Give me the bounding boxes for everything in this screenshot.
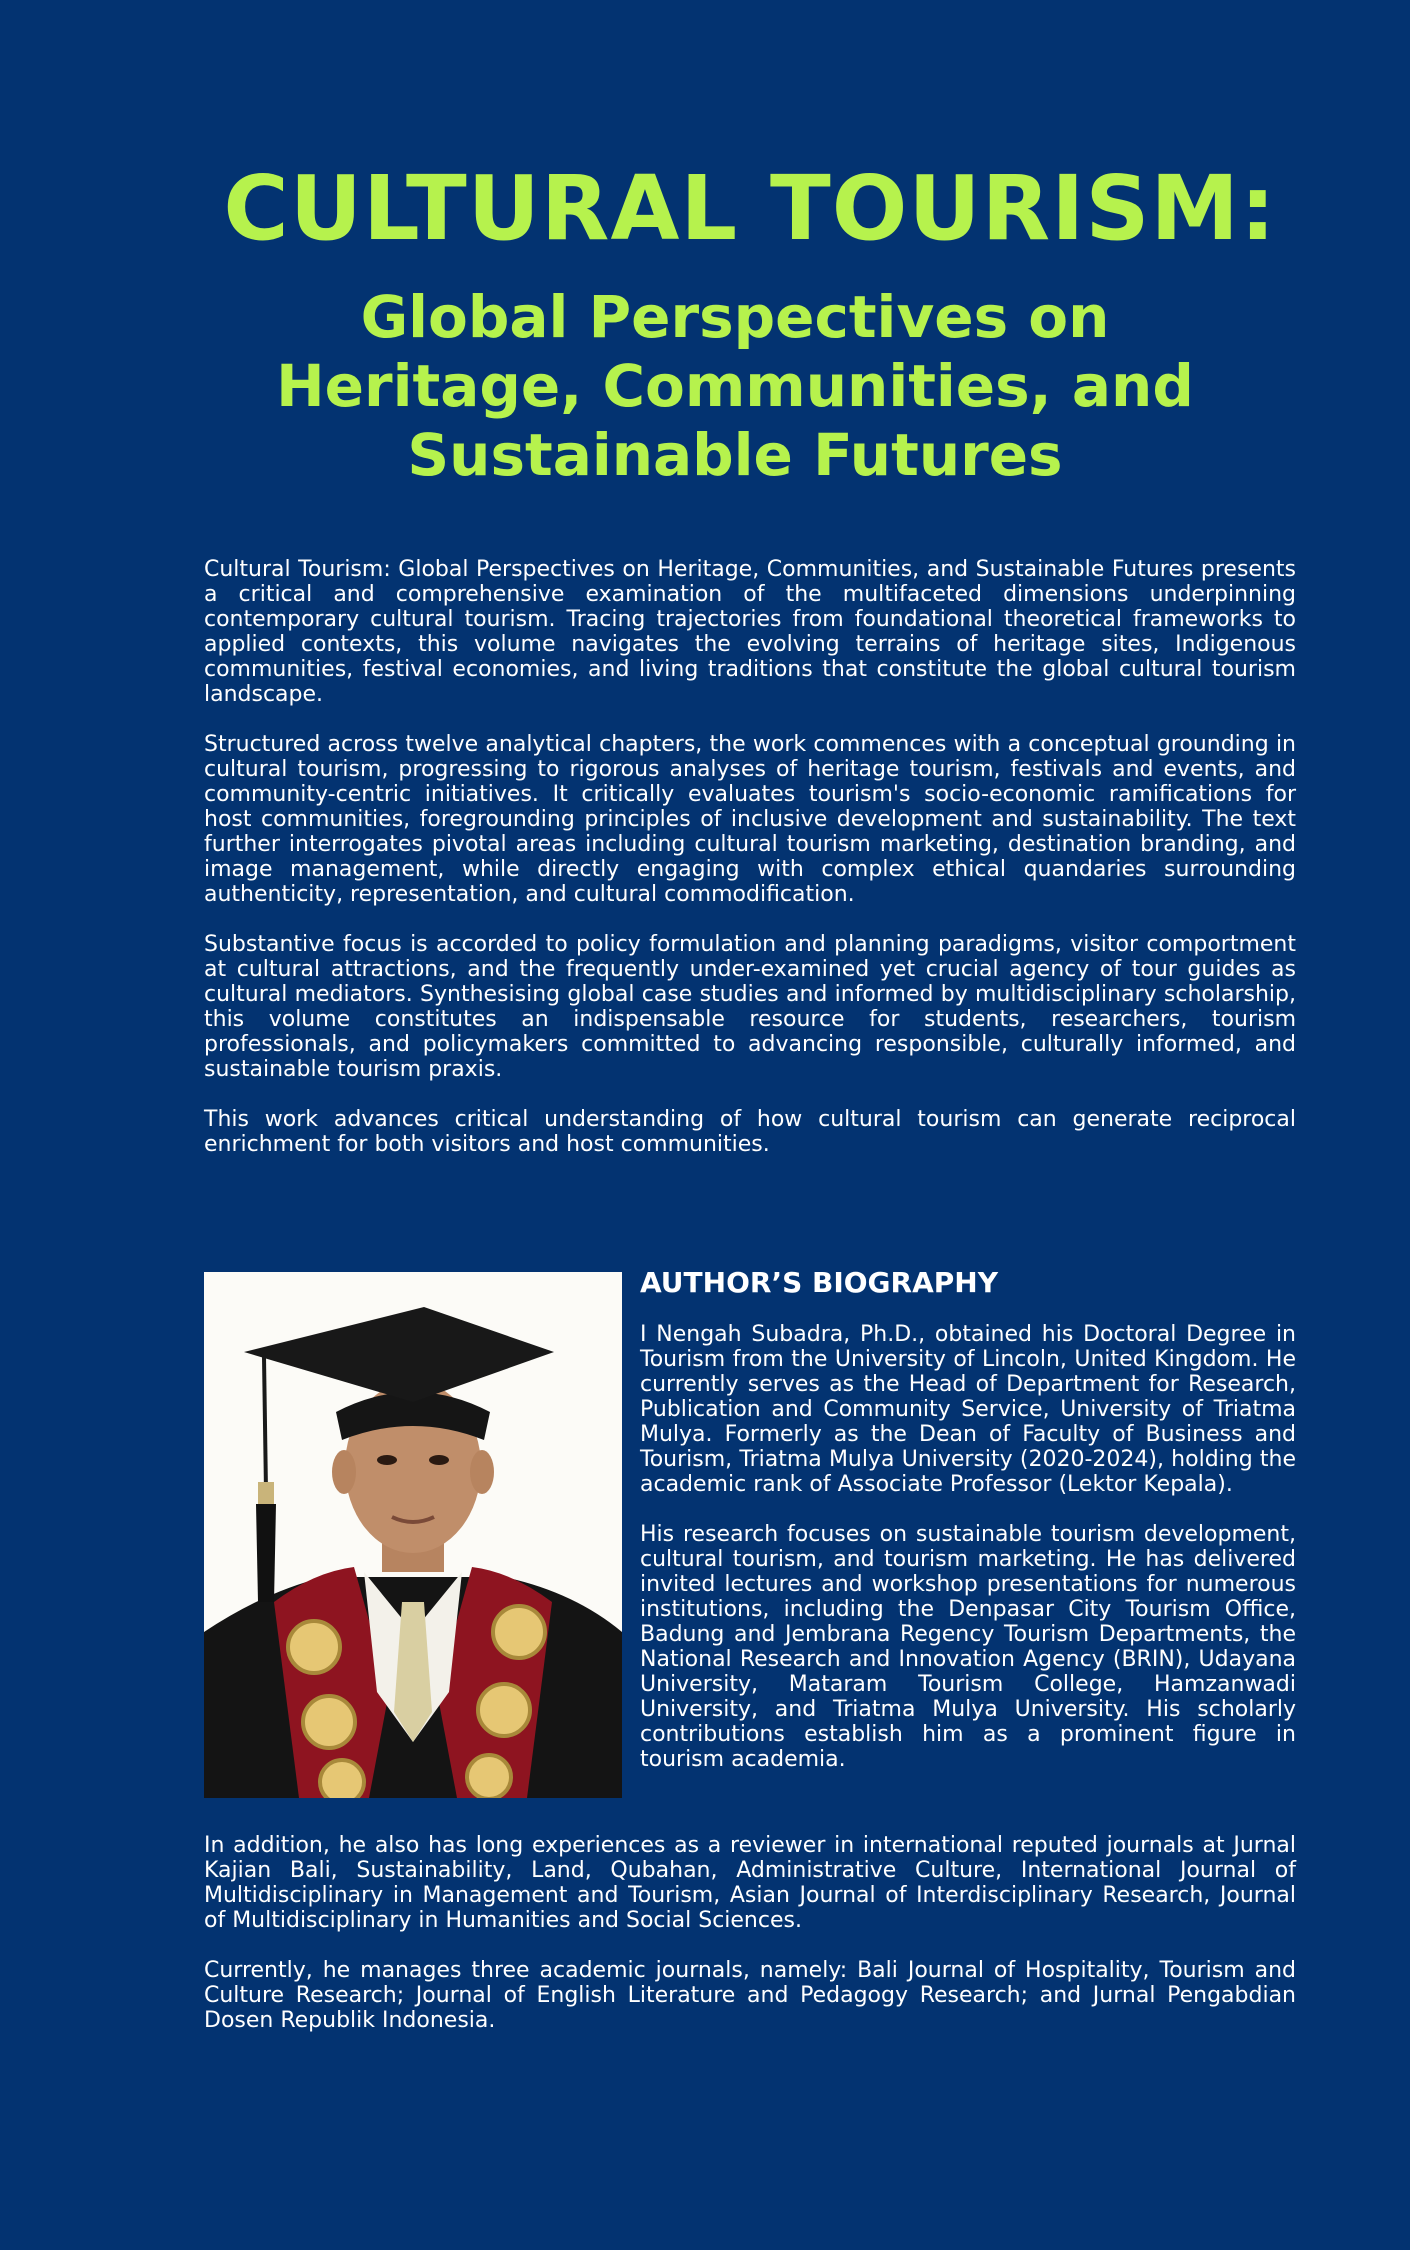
book-description bbox=[204, 557, 1296, 1182]
description-paragraph-2: Structured across twelve analytical chapters, the work commences with a conceptual grounding in cultural tourism, progressing to rigorous analyses of heritage tourism, festivals and events, and community-centric initiatives. It critically evaluates tourism's socio-economic ramifications for host communities, foregrounding principles of inclusive development and sustainability. The text further interrogates pivotal areas including cultural tourism marketing, destination branding, and image management, while directly engaging with complex ethical quandaries surrounding authenticity, representation, and cultural commodification. bbox=[204, 732, 1296, 907]
biography-paragraph-3: In addition, he also has long experiences as a reviewer in international reputed journals at Jurnal Kajian Bali, Sustainability, Land, Qubahan, Administrative Culture, International Journal of Multidisciplinary in Management and Tourism, Asian Journal of Interdisciplinary Research, Journal of Multidisciplinary in Humanities and Social Sciences. bbox=[204, 1833, 1296, 1933]
description-paragraph-4: This work advances critical understanding of how cultural tourism can generate reciprocal enrichment for both visitors and host communities. bbox=[204, 1107, 1296, 1157]
description-paragraph-1: Cultural Tourism: Global Perspectives on Heritage, Communities, and Sustainable Futures presents a critical and comprehensive examination of the multifaceted dimensions underpinning contemporary cultural tourism. Tracing trajectories from foundational theoretical frameworks to applied contexts, this volume navigates the evolving terrains of heritage sites, Indigenous communities, festival economies, and living traditions that constitute the global cultural tourism landscape. bbox=[204, 557, 1296, 707]
biography-text-right bbox=[640, 1322, 1296, 1797]
book-title: CULTURAL TOURISM: bbox=[223, 156, 1277, 260]
author-photo bbox=[204, 1272, 622, 1798]
biography-paragraph-2: His research focuses on sustainable tourism development, cultural tourism, and tourism marketing. He has delivered invited lectures and workshop presentations for numerous institutions, including the Denpasar City Tourism Office, Badung and Jembrana Regency Tourism Departments, the National Research and Innovation Agency (BRIN), Udayana University, Mataram Tourism College, Hamzanwadi University, and Triatma Mulya University. His scholarly contributions establish him as a prominent figure in tourism academia. bbox=[640, 1522, 1296, 1772]
biography-text-bottom bbox=[204, 1833, 1296, 2058]
biography-paragraph-1: I Nengah Subadra, Ph.D., obtained his Doctoral Degree in Tourism from the University of Lincoln, United Kingdom. He currently serves as the Head of Department for Research, Publication and Community Service, University of Triatma Mulya. Formerly as the Dean of Faculty of Business and Tourism, Triatma Mulya University (2020-2024), holding the academic rank of Associate Professor (Lektor Kepala). bbox=[640, 1322, 1296, 1497]
biography-heading: AUTHOR’S BIOGRAPHY bbox=[640, 1266, 998, 1299]
description-paragraph-3: Substantive focus is accorded to policy formulation and planning paradigms, visitor comportment at cultural attractions, and the frequently under-examined yet crucial agency of tour guides as cultural mediators. Synthesising global case studies and informed by multidisciplinary scholarship, this volume constitutes an indispensable resource for students, researchers, tourism professionals, and policymakers committed to advancing responsible, culturally informed, and sustainable tourism praxis. bbox=[204, 932, 1296, 1082]
subtitle-line-2: Heritage, Communities, and bbox=[276, 352, 1194, 420]
biography-paragraph-4: Currently, he manages three academic journals, namely: Bali Journal of Hospitality, Tourism and Culture Research; Journal of English Literature and Pedagogy Research; and Jurnal Pengabdian Dosen Republik Indonesia. bbox=[204, 1958, 1296, 2033]
subtitle-line-3: Sustainable Futures bbox=[407, 421, 1063, 489]
subtitle-line-1: Global Perspectives on bbox=[360, 283, 1110, 351]
book-subtitle bbox=[0, 283, 1410, 490]
